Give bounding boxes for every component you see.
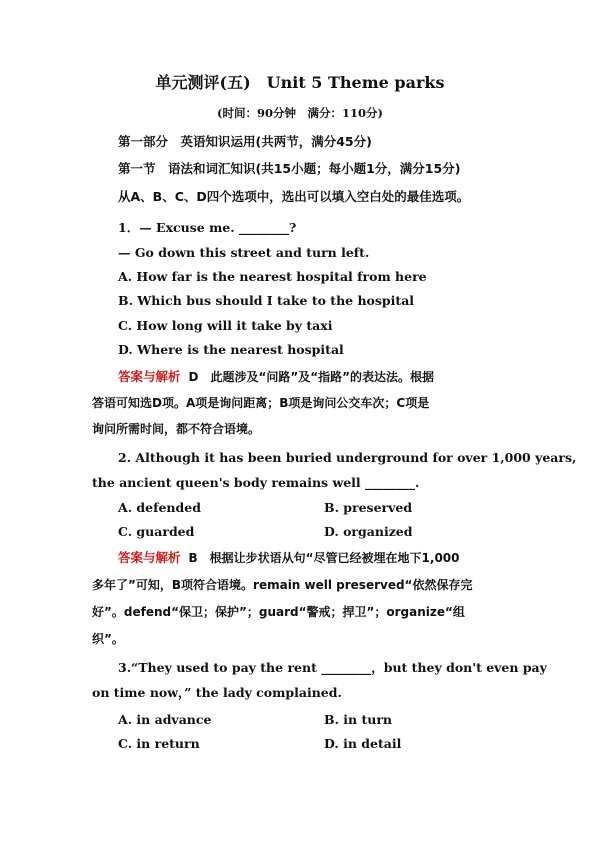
question-3-stem-cont: on time now，” the lady complained. [92, 685, 342, 700]
question-1-option-b: B. Which bus should I take to the hospital [118, 293, 415, 308]
question-2-option-a: A. defended [118, 500, 201, 515]
question-1-answer [118, 368, 434, 386]
question-2-stem: 2. Although it has been buried underground for over 1,000 years, [118, 450, 577, 465]
question-2-option-c: C. guarded [118, 524, 195, 539]
question-1-stem: 1．— Excuse me. ________? [118, 220, 297, 235]
question-3-stem: 3.“They used to pay the rent ________，but they don't even pay [118, 660, 547, 675]
time-score-info: (时间：90分钟 满分：110分) [217, 106, 383, 120]
page-title: 单元测评(五) Unit 5 Theme parks [155, 73, 445, 92]
question-2-answer [118, 549, 460, 567]
question-2-option-b: B. preserved [324, 500, 413, 515]
question-3-option-a: A. in advance [118, 712, 212, 727]
question-2-explanation-line: 多年了”可知，B项符合语境。remain well preserved“依然保存完 [92, 578, 473, 592]
question-1-option-a: A. How far is the nearest hospital from here [118, 269, 427, 284]
question-1-option-d: D. Where is the nearest hospital [118, 342, 344, 357]
answer-label: 答案与解析 [118, 550, 181, 565]
question-2-explanation-line: 好”。defend“保卫；保护”；guard“警戒；捍卫”；organize“组 [92, 605, 465, 619]
answer-text: D 此题涉及“问路”及“指路”的表达法。根据 [188, 370, 435, 384]
question-2-explanation-line: 织”。 [92, 632, 124, 646]
question-2-option-d: D. organized [324, 524, 413, 539]
question-3-option-d: D. in detail [324, 736, 402, 751]
question-2-stem-cont: the ancient queen's body remains well ________. [92, 475, 420, 490]
answer-label: 答案与解析 [118, 369, 181, 384]
section-heading: 第一节 语法和词汇知识(共15小题；每小题1分，满分15分) [118, 161, 461, 176]
instruction: 从A、B、C、D四个选项中，选出可以填入空白处的最佳选项。 [118, 189, 470, 204]
question-1-explanation-line: 答语可知选D项。A项是询问距离；B项是询问公交车次；C项是 [92, 396, 430, 410]
question-1-option-c: C. How long will it take by taxi [118, 318, 333, 333]
question-1-explanation-line: 询问所需时间，都不符合语境。 [92, 422, 261, 436]
question-3-option-b: B. in turn [324, 712, 392, 727]
question-3-option-c: C. in return [118, 736, 200, 751]
question-1-reply: — Go down this street and turn left. [118, 245, 370, 260]
part-heading: 第一部分 英语知识运用(共两节，满分45分) [118, 134, 372, 149]
answer-text: B 根据让步状语从句“尽管已经被埋在地下1,000 [188, 551, 460, 565]
